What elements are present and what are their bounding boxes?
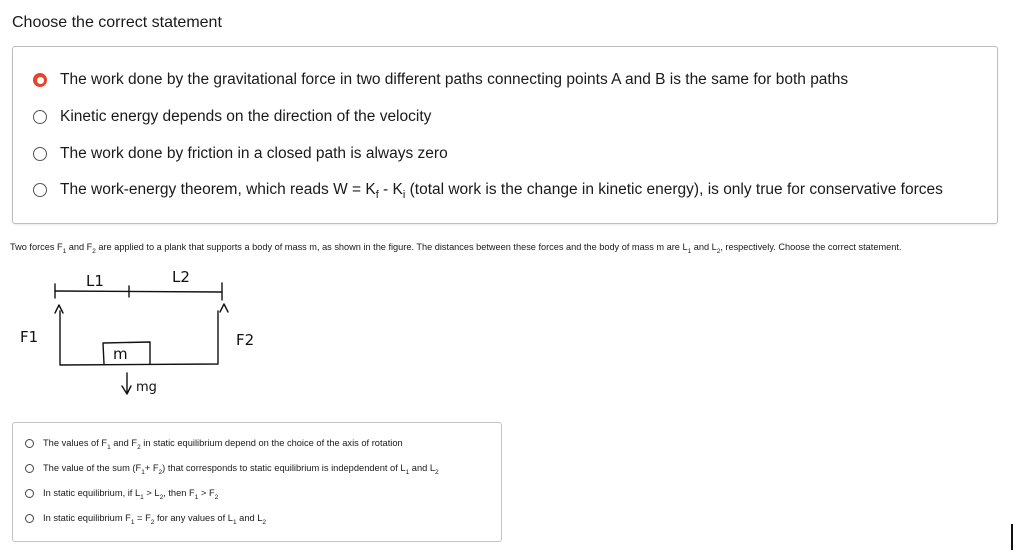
q2-option-3[interactable]: [25, 485, 218, 501]
plank-forces-figure: [0, 258, 300, 418]
q1-option-3-text: The work done by friction in a closed path is always zero: [60, 145, 448, 162]
q1-option-1-text: The work done by the gravitational force in two different paths connecting points A and B is the same for both paths: [60, 71, 849, 88]
q1-option-1[interactable]: [33, 68, 848, 92]
q2-option-2[interactable]: [25, 460, 439, 476]
plank: [60, 311, 218, 365]
radio-empty-icon[interactable]: [33, 183, 47, 197]
subscript: 1: [687, 247, 692, 255]
q2-option-3-text: In static equilibrium, if $L_1 > L_2$, then $F_1 > F_2$: [43, 488, 219, 501]
q1-option-2-text: Kinetic energy depends on the direction of the velocity: [60, 108, 432, 125]
force-f1-arrowhead: [55, 305, 63, 313]
subscript: 1: [194, 493, 199, 501]
question-1-options-panel: [12, 46, 998, 224]
subscript: 2: [92, 247, 96, 255]
label-l2: L2: [172, 268, 190, 286]
radio-selected-icon[interactable]: [33, 73, 47, 87]
q1-option-4-text: The work-energy theorem, which reads $W = K_f - K_i$ (total work is the change in kinetic energy), is only true for conservative forces: [60, 181, 943, 202]
subscript: 1: [140, 493, 144, 501]
subscript: 2: [150, 518, 155, 526]
subscript: 2: [158, 468, 163, 476]
subscript: 2: [262, 518, 267, 526]
question-1-prompt: Choose the correct statement: [12, 14, 222, 31]
force-f2-arrowhead: [220, 304, 228, 312]
dimension-line: [55, 291, 222, 292]
radio-empty-icon[interactable]: [25, 464, 34, 473]
radio-empty-icon[interactable]: [25, 439, 34, 448]
subscript: 1: [130, 518, 135, 526]
radio-empty-icon[interactable]: [25, 514, 34, 523]
q2-option-1-text: The values of $F_1$ and $F_2$ in static equilibrium depend on the choice of the axis of rotation: [43, 438, 403, 451]
q2-option-4-text: In static equilibrium $F_1 = F_2$ for any values of $L_1$ and $L_2$: [43, 513, 267, 526]
label-l1: L1: [86, 272, 104, 290]
subscript: 1: [141, 468, 145, 476]
subscript: 1: [232, 518, 237, 526]
radio-empty-icon[interactable]: [33, 147, 47, 161]
question-2-options-panel: [12, 422, 502, 542]
label-mass: m: [113, 345, 128, 363]
label-f2: F2: [236, 331, 255, 349]
subscript: 2: [214, 493, 219, 501]
weight-arrow: [122, 373, 131, 394]
q2-option-2-text: The value of the sum $(F_1+ F_2)$ that corresponds to static equilibrium is indepdendent of $L_1$ and $L_2$: [43, 463, 439, 476]
q1-option-2[interactable]: [33, 105, 431, 129]
subscript: 2: [435, 468, 439, 476]
q1-option-4[interactable]: [33, 178, 943, 202]
subscript: 2: [159, 493, 164, 501]
subscript: 2: [716, 247, 721, 255]
subscript: 1: [62, 247, 67, 255]
label-weight: mg: [136, 380, 157, 395]
q2-option-4[interactable]: [25, 510, 266, 526]
subscript: 1: [405, 468, 410, 476]
radio-empty-icon[interactable]: [25, 489, 34, 498]
text-cursor-bar: [1011, 524, 1013, 550]
question-2-intro: Two forces $F_1$ and $F_2$ are applied to a plank that supports a body of mass m, as shown in the figure. The distances between these forces and the body of mass m are $L_1$ and $L_2$, respectively. Choose the correct statement.: [10, 242, 902, 255]
subscript: 2: [137, 443, 141, 451]
subscript: 1: [107, 443, 111, 451]
radio-empty-icon[interactable]: [33, 110, 47, 124]
label-f1: F1: [20, 328, 39, 346]
subscript: i: [402, 189, 406, 202]
q2-option-1[interactable]: [25, 435, 403, 451]
subscript: f: [375, 189, 379, 202]
q1-option-3[interactable]: [33, 142, 448, 166]
